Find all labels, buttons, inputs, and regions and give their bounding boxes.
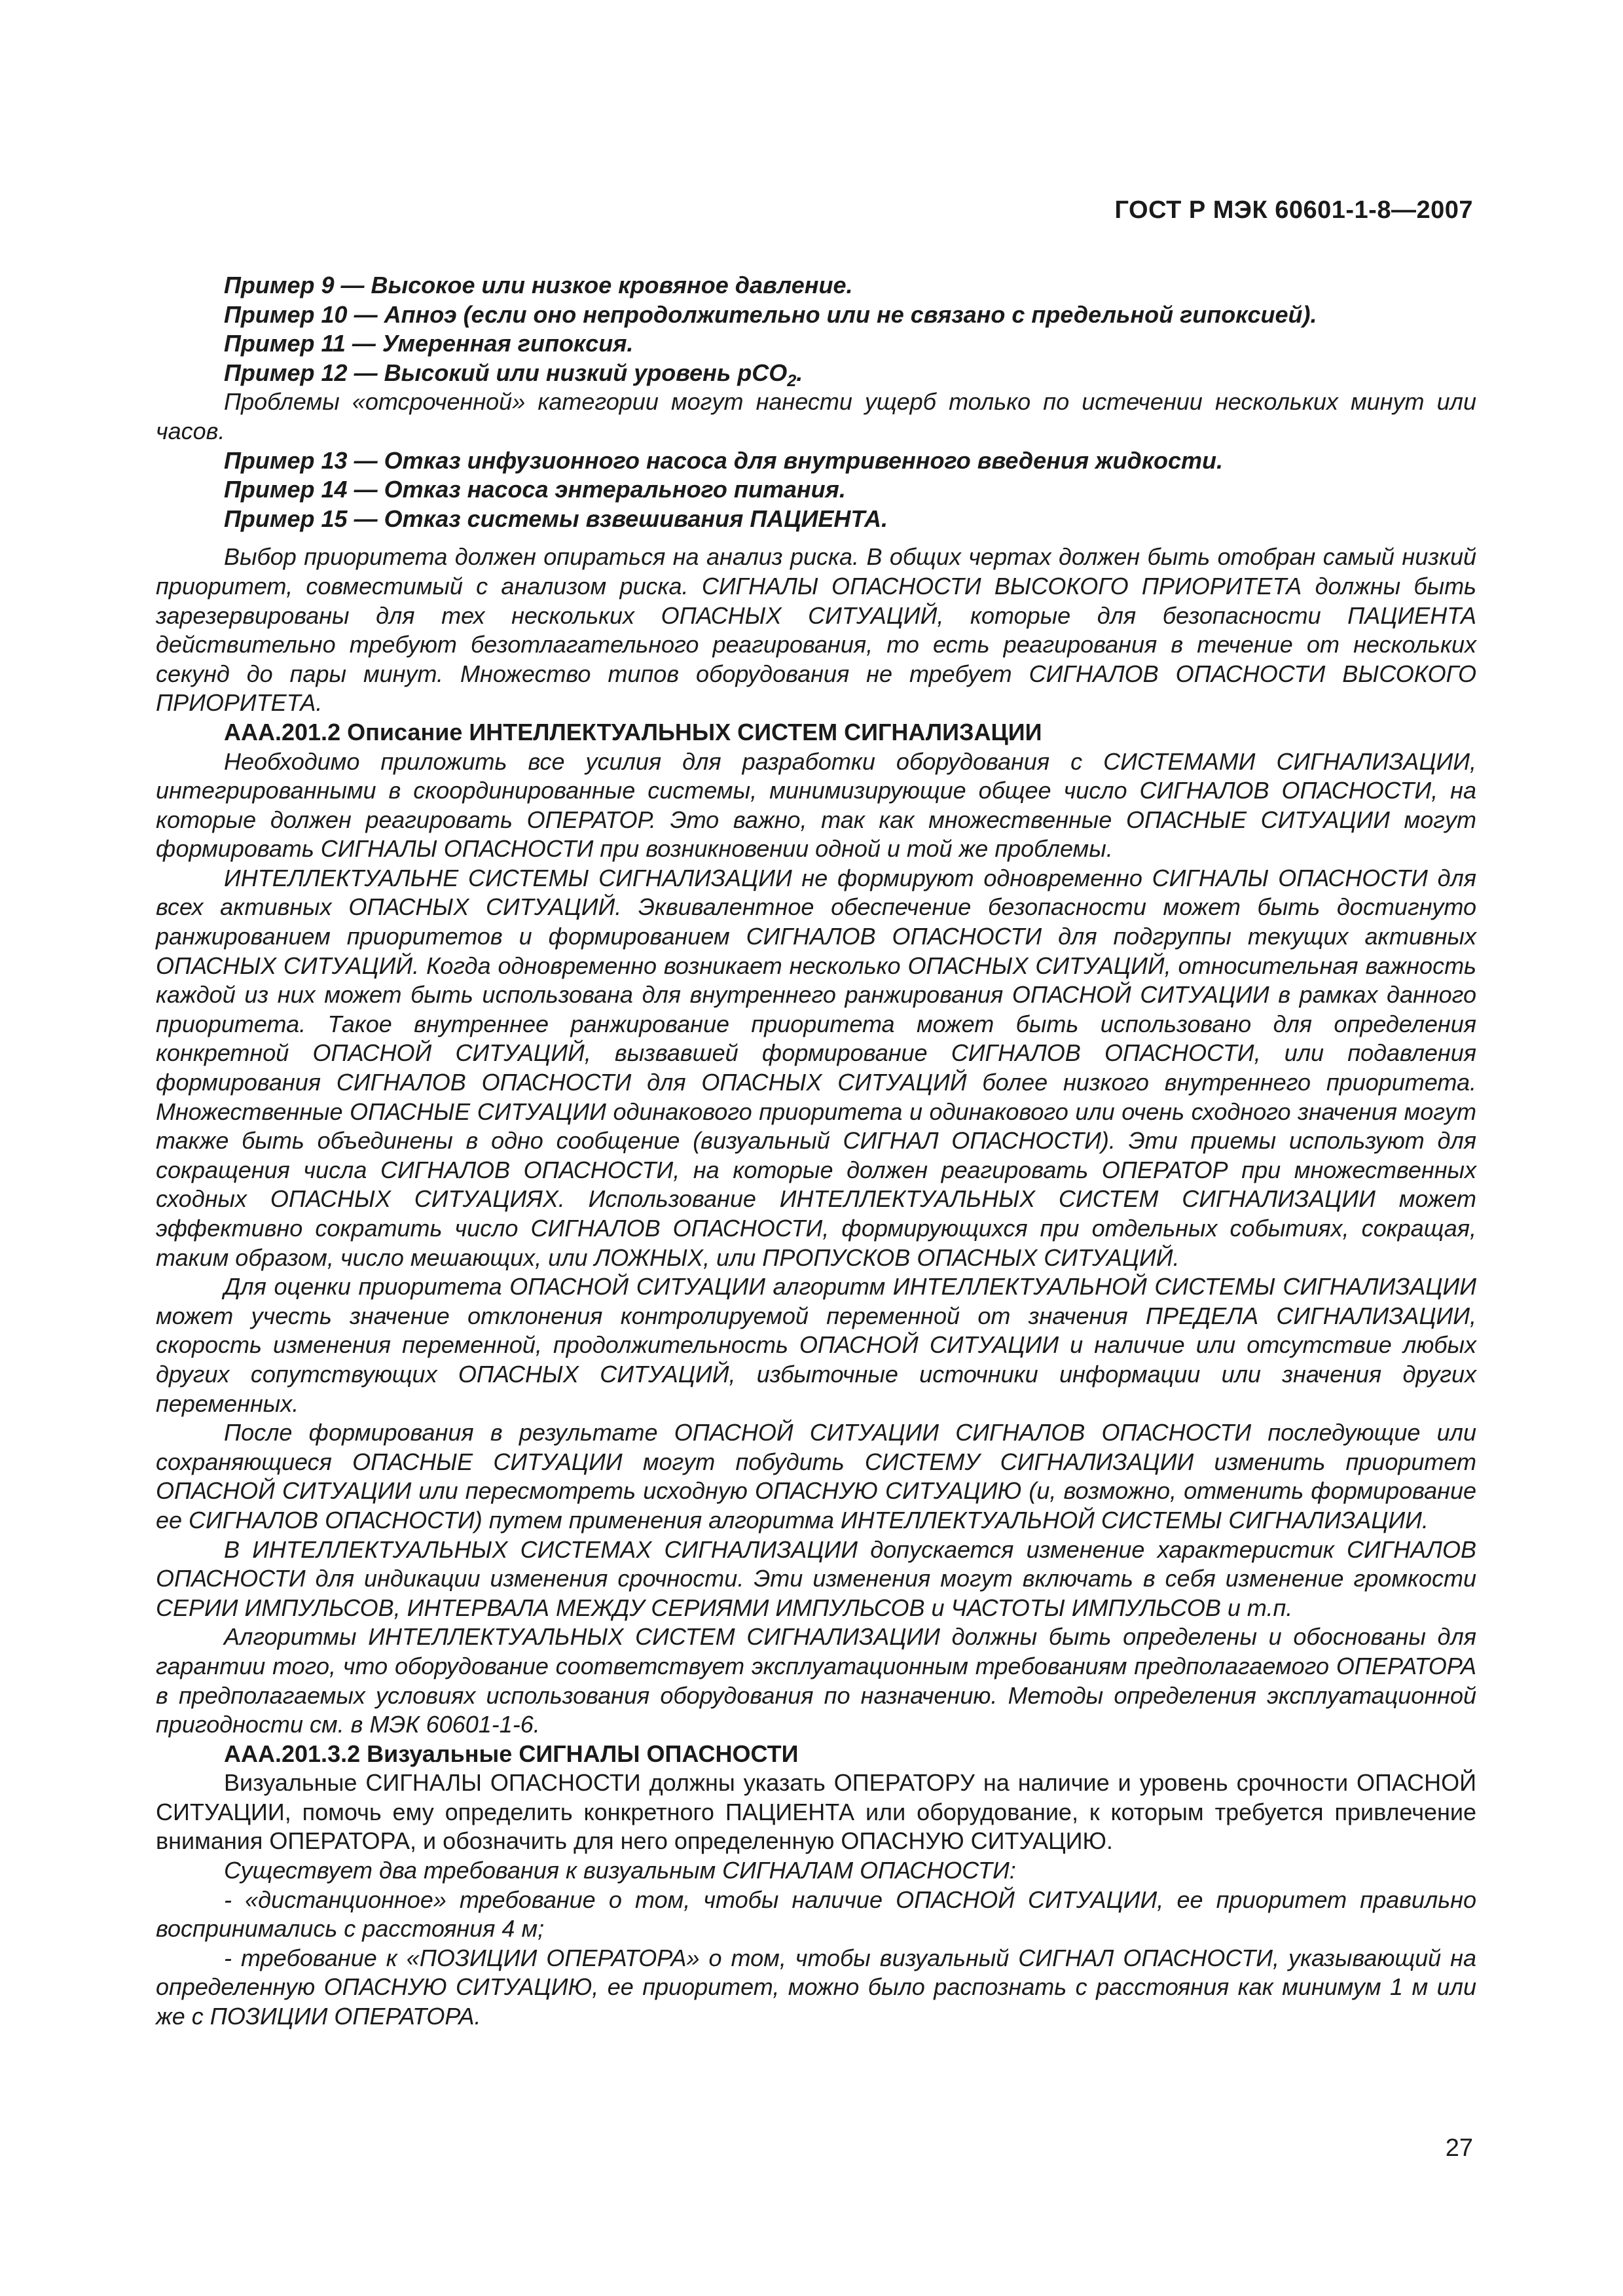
list-item: - требование к «ПОЗИЦИИ ОПЕРАТОРА» о том, чтобы визуальный СИГНАЛ ОПАСНОСТИ, указывающий на определенную ОПАСНУЮ СИТУАЦИЮ, ее приоритет, можно было распознать с расстояния как минимум 1 м или же с ПОЗИЦИИ ОПЕРАТОРА. <box>156 1944 1476 2030</box>
example-14: Пример 14 — Отказ насоса энтерального питания. <box>224 476 846 503</box>
body-paragraph: Для оценки приоритета ОПАСНОЙ СИТУАЦИИ алгоритм ИНТЕЛЛЕКТУАЛЬНОЙ СИСТЕМЫ СИГНАЛИЗАЦИИ может учесть значение отклонения контролируемой переменной от значения ПРЕДЕЛА СИГНАЛИЗАЦИИ, скорость изменения переменной, продолжительность ОПАСНОЙ СИТУАЦИИ и наличие или отсутствие любых других сопутствующих ОПАСНЫХ СИТУАЦИЙ, избыточные источники информации или значения других переменных. <box>156 1273 1476 1417</box>
example-12-text: Пример 12 — Высокий или низкий уровень pCO <box>224 359 788 386</box>
example-11: Пример 11 — Умеренная гипоксия. <box>224 330 634 357</box>
body-paragraph: После формирования в результате ОПАСНОЙ СИТУАЦИИ СИГНАЛОВ ОПАСНОСТИ последующие или сохраняющиеся ОПАСНЫЕ СИТУАЦИИ могут побудить СИСТЕМУ СИГНАЛИЗАЦИИ изменить приоритет ОПАСНОЙ СИТУАЦИИ или пересмотреть исходную ОПАСНУЮ СИТУАЦИЮ (и, возможно, отменить формирование ее СИГНАЛОВ ОПАСНОСТИ) путем применения алгоритма ИНТЕЛЛЕКТУАЛЬНОЙ СИСТЕМЫ СИГНАЛИЗАЦИИ. <box>156 1419 1476 1534</box>
body-paragraph: Визуальные СИГНАЛЫ ОПАСНОСТИ должны указать ОПЕРАТОРУ на наличие и уровень срочности ОПАСНОЙ СИТУАЦИИ, помочь ему определить конкретного ПАЦИЕНТА или оборудование, к которым требуется привлечение внимания ОПЕРАТОРА, и обозначить для него определенную ОПАСНУЮ СИТУАЦИЮ. <box>156 1769 1476 1855</box>
body-paragraph: В ИНТЕЛЛЕКТУАЛЬНЫХ СИСТЕМАХ СИГНАЛИЗАЦИИ допускается изменение характеристик СИГНАЛОВ ОПАСНОСТИ для индикации изменения срочности. Эти изменения могут включать в себя изменение громкости СЕРИИ ИМПУЛЬСОВ, ИНТЕРВАЛА МЕЖДУ СЕРИЯМИ ИМПУЛЬСОВ и ЧАСТОТЫ ИМПУЛЬСОВ и т.п. <box>156 1535 1476 1621</box>
body-paragraph: Необходимо приложить все усилия для разработки оборудования с СИСТЕМАМИ СИГНАЛИЗАЦИИ, интегрированными в скоординированные системы, минимизирующие общее число СИГНАЛОВ ОПАСНОСТИ, на которые должен реагировать ОПЕРАТОР. Это важно, так как множественные ОПАСНЫЕ СИТУАЦИИ могут формировать СИГНАЛЫ ОПАСНОСТИ при возникновении одной и той же проблемы. <box>156 747 1476 863</box>
body-paragraph: ИНТЕЛЛЕКТУАЛЬНЕ СИСТЕМЫ СИГНАЛИЗАЦИИ не формируют одновременно СИГНАЛЫ ОПАСНОСТИ для всех активных ОПАСНЫХ СИТУАЦИЙ. Эквивалентное обеспечение безопасности может быть достигнуто ранжированием приоритетов и формированием СИГНАЛОВ ОПАСНОСТИ для подгруппы текущих активных ОПАСНЫХ СИТУАЦИЙ. Когда одновременно возникает несколько ОПАСНЫХ СИТУАЦИЙ, относительная важность каждой из них может быть использована для внутреннего ранжирования ОПАСНОЙ СИТУАЦИИ в рамках данного приоритета. Такое внутреннее ранжирование приоритета может быть использовано для определения конкретной ОПАСНОЙ СИТУАЦИЙ, вызвавшей формирование СИГНАЛОВ ОПАСНОСТИ, или подавления формирования СИГНАЛОВ ОПАСНОСТИ для ОПАСНЫХ СИТУАЦИЙ более низкого внутреннего приоритета. Множественные ОПАСНЫЕ СИТУАЦИИ одинакового приоритета и одинакового или очень сходного значения могут также быть объединены в одно сообщение (визуальный СИГНАЛ ОПАСНОСТИ). Эти приемы используют для сокращения числа СИГНАЛОВ ОПАСНОСТИ, на которые должен реагировать ОПЕРАТОР при множественных сходных ОПАСНЫХ СИТУАЦИЯХ. Использование ИНТЕЛЛЕКТУАЛЬНЫХ СИСТЕМ СИГНАЛИЗАЦИИ может эффективно сократить число СИГНАЛОВ ОПАСНОСТИ, формирующихся при отдельных событиях, сокращая, таким образом, число мешающих, или ЛОЖНЫХ, или ПРОПУСКОВ ОПАСНЫХ СИТУАЦИЙ. <box>156 864 1476 1271</box>
priority-choice-paragraph: Выбор приоритета должен опираться на анализ риска. В общих чертах должен быть отобран самый низкий приоритет, совместимый с анализом риска. СИГНАЛЫ ОПАСНОСТИ ВЫСОКОГО ПРИОРИТЕТА должны быть зарезервированы для тех нескольких ОПАСНЫХ СИТУАЦИЙ, которые для безопасности ПАЦИЕНТА действительно требуют безотлагательного реагирования, то есть реагирования в течение от нескольких секунд до пары минут. Множество типов оборудования не требует СИГНАЛОВ ОПАСНОСТИ ВЫСОКОГО ПРИОРИТЕТА. <box>156 543 1476 717</box>
example-12-tail: . <box>796 359 803 386</box>
example-12-subscript: 2 <box>787 371 797 390</box>
document-code-header: ГОСТ Р МЭК 60601-1-8—2007 <box>1114 196 1473 224</box>
section-heading-aaa-201-2: ААА.201.2 Описание ИНТЕЛЛЕКТУАЛЬНЫХ СИСТЕМ СИГНАЛИЗАЦИИ <box>224 718 1042 745</box>
body-paragraph: Существует два требования к визуальным СИГНАЛАМ ОПАСНОСТИ: <box>224 1857 1016 1884</box>
example-15: Пример 15 — Отказ системы взвешивания ПАЦИЕНТА. <box>224 505 888 532</box>
delayed-category-paragraph: Проблемы «отсроченной» категории могут нанести ущерб только по истечении нескольких минут или часов. <box>156 388 1476 444</box>
example-12 <box>156 359 1476 388</box>
example-9: Пример 9 — Высокое или низкое кровяное давление. <box>224 272 853 298</box>
example-10: Пример 10 — Апноэ (если оно непродолжительно или не связано с предельной гипоксией). <box>224 300 1317 328</box>
section-heading-aaa-201-3-2: ААА.201.3.2 Визуальные СИГНАЛЫ ОПАСНОСТИ <box>224 1740 799 1767</box>
body-paragraph: Алгоритмы ИНТЕЛЛЕКТУАЛЬНЫХ СИСТЕМ СИГНАЛИЗАЦИИ должны быть определены и обоснованы для гарантии того, что оборудование соответствует эксплуатационным требованиям предполагаемого ОПЕРАТОРА в предполагаемых условиях использования оборудования по назначению. Методы определения эксплуатационной пригодности см. в МЭК 60601-1-6. <box>156 1623 1476 1738</box>
document-body <box>156 271 1476 2032</box>
example-13: Пример 13 — Отказ инфузионного насоса для внутривенного введения жидкости. <box>224 446 1224 474</box>
list-item: - «дистанционное» требование о том, чтобы наличие ОПАСНОЙ СИТУАЦИИ, ее приоритет правильно воспринимались с расстояния 4 м; <box>156 1886 1476 1943</box>
page-number: 27 <box>1445 2134 1473 2162</box>
